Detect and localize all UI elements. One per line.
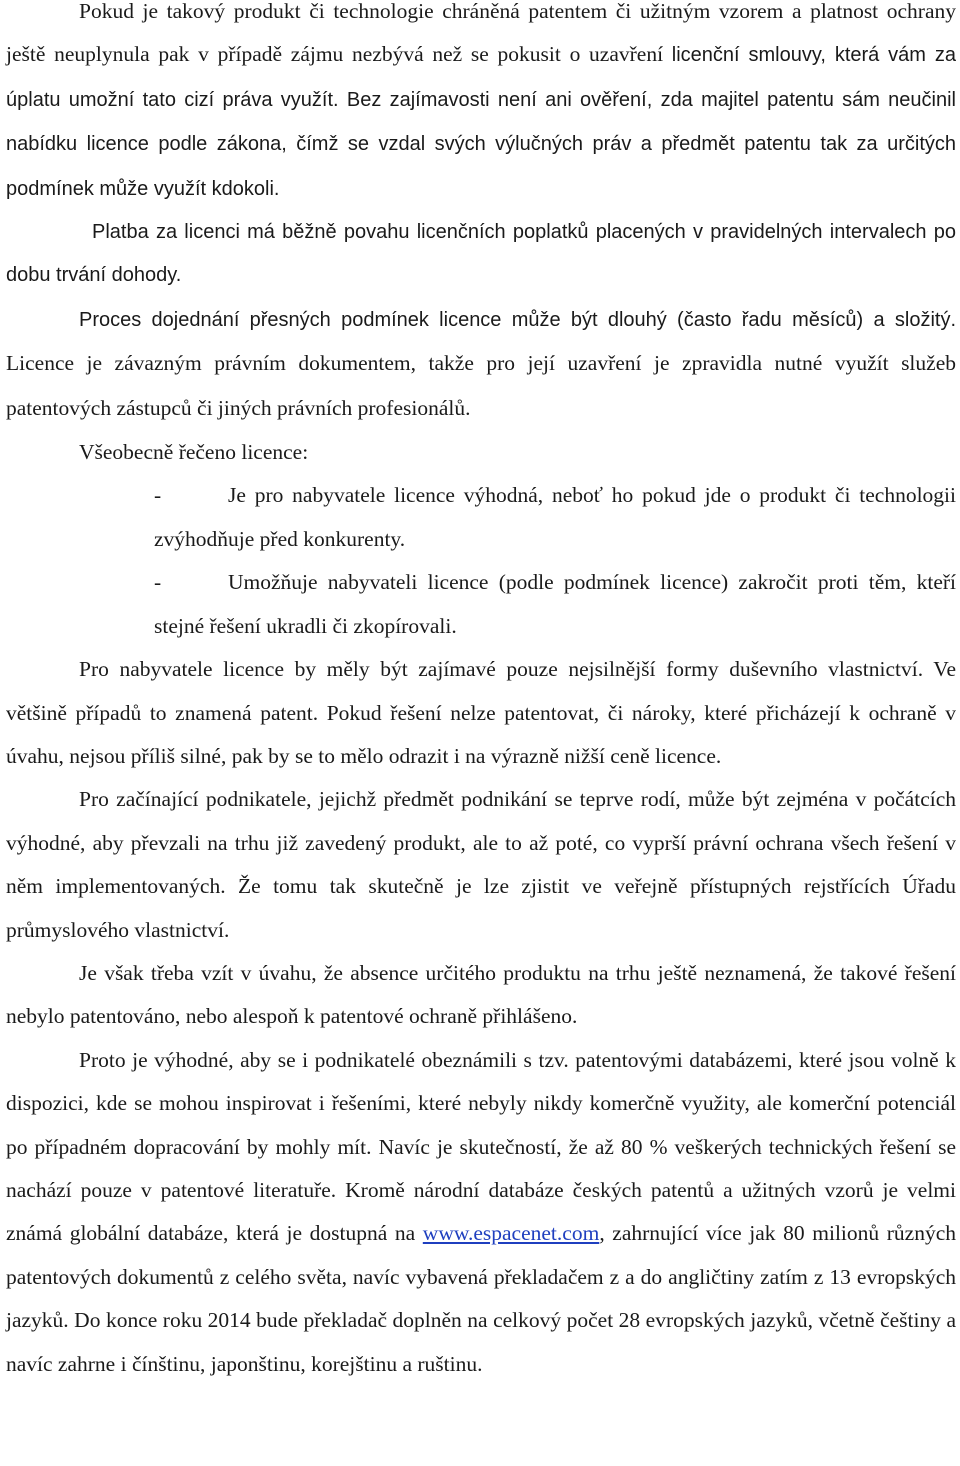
paragraph-patent-databases bbox=[6, 1039, 956, 1386]
paragraph-text: Pro začínající podnikatele, jejichž předmět podnikání se teprve rodí, může být zejména v počátcích výhodné, aby převzali na trhu již zavedený produkt, ale to až poté, co vyprší právní ochrana všech řešení v něm implementovaných. Že tomu tak skutečně je lze zjistit ve veřejně přístupných rejstřících Úřadu průmyslového vlastnictví. bbox=[6, 787, 956, 942]
paragraph-licensing-intro bbox=[6, 0, 956, 211]
paragraph-text: Licence je závazným právním dokumentem, takže pro její uzavření je zpravidla nutné využít služeb patentových zástupců či jiných právních profesionálů. bbox=[6, 351, 956, 420]
paragraph-text: složitý. bbox=[894, 308, 956, 331]
paragraph-strongest-forms bbox=[6, 648, 956, 778]
espacenet-link[interactable]: www.espacenet.com bbox=[422, 1221, 600, 1246]
list-item bbox=[80, 561, 956, 648]
paragraph-text: Pokud je takový produkt či technologie chráněná patentem či užitným vzorem a platnost ochrany ještě neuplynula pak v případě zájmu nezbývá než se pokusit o uzavření bbox=[6, 0, 956, 67]
paragraph-absence-of-product bbox=[6, 952, 956, 1039]
list-dash: - bbox=[154, 483, 162, 508]
paragraph-generally bbox=[6, 431, 956, 474]
paragraph-payment bbox=[6, 211, 956, 298]
paragraph-text: , zahrnující více jak 80 milionů různých patentových dokumentů z celého světa, navíc vybavená překladačem z a do angličtiny zatím z 13 evropských jazyků. Do konce roku 2014 bude překladač doplněn na celkový počet 28 evropských jazyků, včetně češtiny a navíc zahrne i čínštinu, japonštinu, korejštinu a ruštinu. bbox=[6, 1221, 957, 1376]
list-dash: - bbox=[154, 570, 162, 595]
paragraph-starting-entrepreneurs bbox=[6, 778, 956, 952]
paragraph-text: Je však třeba vzít v úvahu, že absence určitého produktu na trhu ještě neznamená, že takové řešení nebylo patentováno, nebo alespoň k patentové ochraně přihlášeno. bbox=[6, 960, 956, 1029]
paragraph-text: Pro nabyvatele licence by měly být zajímavé pouze nejsilnější formy duševního vlastnictví. Ve většině případů to znamená patent. Pokud řešení nelze patentovat, či nároky, které přicházejí k ochraně v úvahu, nejsou příliš silné, pak by se to mělo odrazit i na výrazně nižší ceně licence. bbox=[6, 657, 956, 768]
paragraph-text-sans: licenční smlouvy, která vám za úplatu umožní tato cizí práva využít. bbox=[6, 44, 956, 111]
list-item-text: Umožňuje nabyvateli licence (podle podmínek licence) zakročit proti těm, kteří stejné řešení ukradli či zkopírovali. bbox=[154, 570, 956, 638]
paragraph-process bbox=[6, 298, 956, 431]
paragraph-text: Proto je výhodné, aby se i podnikatelé obeznámili s tzv. patentovými databázemi, které jsou volně k dispozici, kde se mohou inspirovat i řešeními, které nebyly nikdy komerčně využity, ale komerční potenciál po případném dopracování by mohly mít. Navíc je skutečností, že až 80 % veškerých technických řešení se nachází pouze v patentové literatuře. Kromě národní databáze českých patentů a užitných vzorů je velmi známá globální databáze, která je dostupná na bbox=[6, 1047, 956, 1246]
paragraph-text: Platba za licenci má běžně povahu licenčních poplatků placených v pravidelných intervalech po dobu trvání dohody. bbox=[6, 221, 956, 287]
list-item-text: Je pro nabyvatele licence výhodná, neboť ho pokud jde o produkt či technologii zvýhodňuje před konkurenty. bbox=[154, 483, 956, 551]
list-item bbox=[80, 474, 956, 561]
paragraph-text-sans: Bez zajímavosti není ani ověření, zda majitel patentu sám neučinil nabídku licence podle zákona, čímž se vzdal svých výlučných práv a předmět patentu tak za určitých podmínek může využít kdokoli. bbox=[6, 88, 957, 200]
paragraph-text: Proces dojednání přesných podmínek licence může být dlouhý (často řadu měsíců) a bbox=[79, 308, 885, 331]
paragraph-text: Všeobecně řečeno licence: bbox=[79, 440, 309, 465]
